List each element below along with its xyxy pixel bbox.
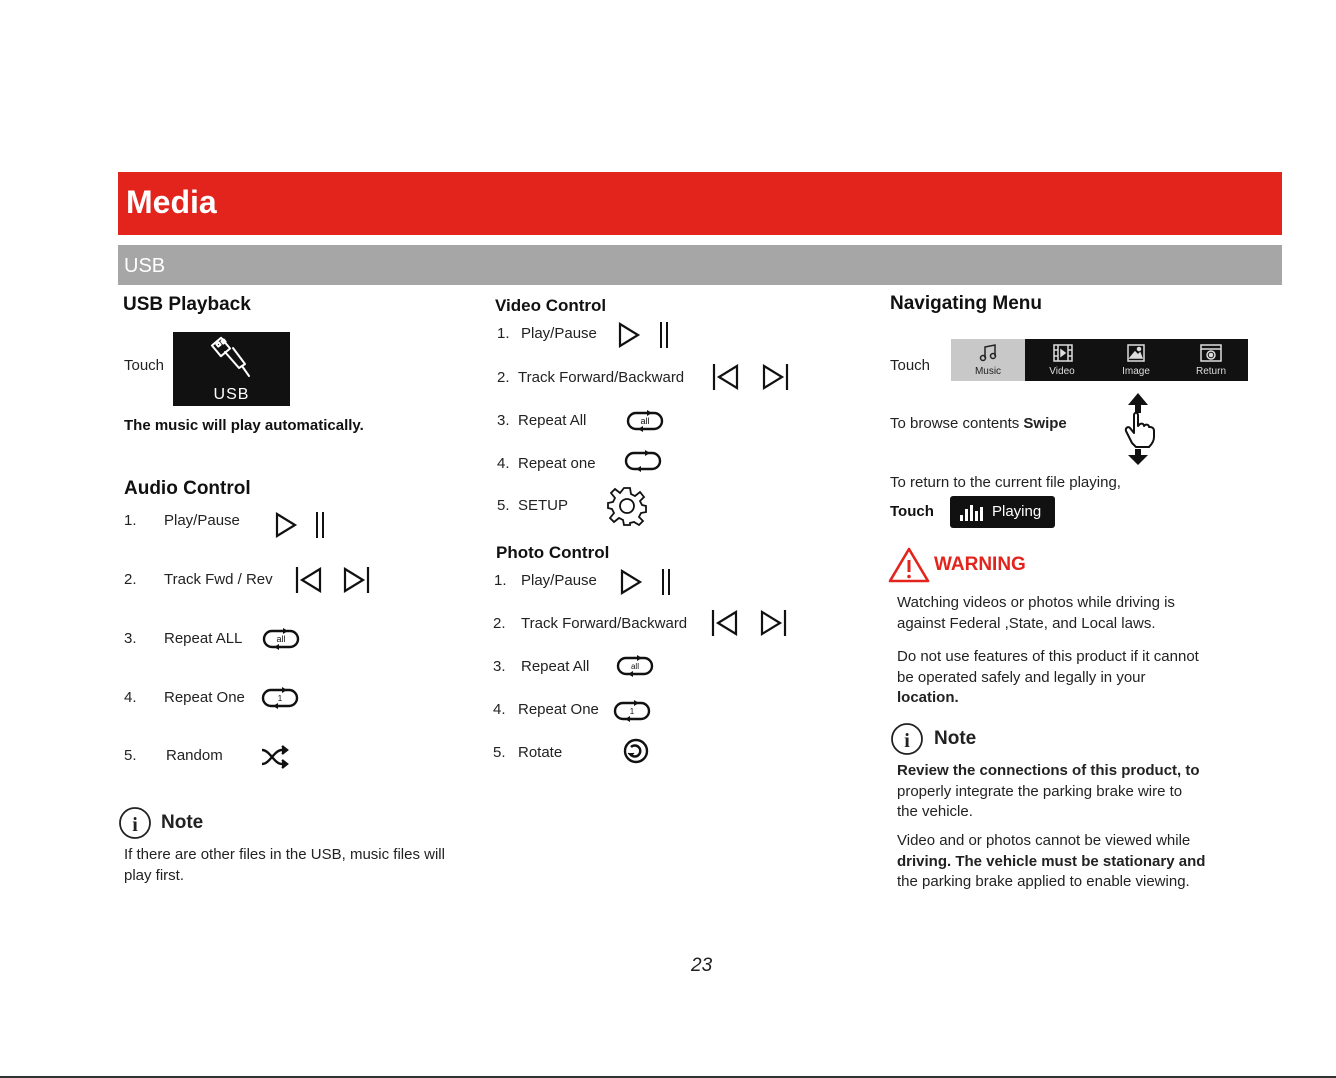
right-note-line: properly integrate the parking brake wire to — [897, 782, 1183, 800]
svg-text:1: 1 — [629, 707, 635, 716]
now-playing-button[interactable] — [950, 496, 1055, 528]
nav-item-image[interactable] — [1099, 339, 1173, 381]
film-icon — [1053, 344, 1073, 362]
warning-paragraph-2-line: Do not use features of this product if it cannot — [897, 648, 1199, 665]
playing-touch-label: Touch — [890, 503, 934, 520]
audio-item-label: Play/Pause — [164, 512, 240, 529]
repeat-one-icon — [623, 449, 663, 473]
photo-control-heading: Photo Control — [496, 543, 610, 562]
subsection-banner — [118, 245, 1282, 285]
warning-paragraph-2-line: be operated safely and legally in your — [897, 668, 1146, 686]
right-note-paragraph-2 — [897, 831, 1242, 893]
track-forward-icon — [758, 608, 788, 638]
video-control-heading: Video Control — [495, 296, 607, 315]
svg-text:all: all — [640, 416, 650, 426]
subsection-title: USB — [124, 255, 166, 277]
nav-item-music[interactable] — [951, 339, 1025, 381]
audio-item-label: Track Fwd / Rev — [164, 571, 273, 588]
audio-item-number: 2. — [124, 571, 137, 588]
pause-icon — [657, 320, 671, 350]
nav-touch-label: Touch — [890, 357, 931, 374]
photo-item-label: Play/Pause — [521, 572, 597, 589]
video-item-label: Play/Pause — [521, 325, 597, 342]
nav-item-label: Music — [974, 366, 1002, 377]
video-item-label: Repeat one — [518, 455, 596, 472]
usb-plug-icon — [209, 336, 253, 380]
svg-text:i: i — [904, 730, 910, 752]
section-title-banner — [118, 172, 1282, 235]
browse-instruction-bold: Swipe — [1023, 415, 1067, 432]
audio-item-number: 1. — [124, 512, 137, 529]
video-item-label: Track Forward/Backward — [518, 369, 685, 386]
usb-button-label: USB — [213, 386, 250, 403]
repeat-one-icon — [615, 654, 655, 678]
browse-instruction-text: To browse contents — [890, 415, 1024, 432]
photo-item-number: 4. — [493, 701, 506, 718]
section-title: Media — [126, 184, 217, 220]
play-icon — [274, 511, 298, 539]
image-icon — [1127, 344, 1145, 362]
navigating-menu-heading: Navigating Menu — [890, 293, 1043, 314]
nav-item-label: Return — [1195, 366, 1226, 377]
audio-item-number: 3. — [124, 630, 137, 647]
svg-text:i: i — [132, 814, 138, 836]
right-note-paragraph-1 — [897, 761, 1242, 823]
video-item-label: Repeat All — [518, 412, 587, 429]
track-forward-icon — [341, 565, 371, 595]
usb-touch-label: Touch — [124, 357, 165, 374]
photo-item-label: Track Forward/Backward — [521, 615, 688, 632]
left-note-title: Note — [161, 812, 204, 833]
return-instruction: To return to the current file playing, — [890, 474, 1121, 491]
pause-icon — [659, 567, 673, 597]
photo-item-label: Repeat All — [521, 658, 590, 675]
repeat-one-icon — [260, 686, 300, 710]
play-icon — [617, 321, 641, 349]
swipe-gesture-icon — [1118, 393, 1164, 465]
page-number: 23 — [691, 955, 713, 976]
video-item-label: SETUP — [518, 497, 569, 514]
video-item-number: 1. — [497, 325, 510, 342]
video-item-number: 2. — [497, 369, 510, 386]
track-backward-icon — [710, 608, 740, 638]
video-item-number: 4. — [497, 455, 510, 472]
repeat-all-icon — [625, 409, 665, 433]
warning-title: WARNING — [934, 554, 1026, 575]
nav-item-label: Image — [1122, 366, 1150, 377]
warning-triangle-icon — [887, 546, 931, 584]
audio-item-label: Repeat ALL — [164, 630, 243, 647]
info-icon — [118, 806, 152, 840]
photo-item-number: 5. — [493, 744, 506, 761]
right-note-line: the parking brake applied to enable viewing. — [897, 873, 1190, 890]
usb-source-button[interactable] — [173, 332, 290, 406]
shuffle-icon — [260, 745, 290, 769]
media-nav-menu — [951, 339, 1248, 381]
nav-item-return[interactable] — [1174, 339, 1248, 381]
repeat-one-icon — [612, 699, 652, 723]
audio-item-label: Repeat One — [164, 689, 245, 706]
warning-paragraph-2-line: location. — [897, 689, 959, 706]
track-forward-icon — [760, 362, 790, 392]
repeat-all-icon — [261, 627, 301, 651]
pause-icon — [313, 510, 327, 540]
left-note-text: If there are other files in the USB, music files will play first. — [124, 846, 445, 884]
video-item-number: 5. — [497, 497, 510, 514]
warning-paragraph-2 — [897, 647, 1242, 709]
browse-instruction — [890, 415, 1067, 432]
audio-control-heading: Audio Control — [124, 478, 251, 499]
right-note-line: Review the connections of this product, to — [897, 762, 1200, 779]
usb-playback-heading: USB Playback — [123, 294, 251, 315]
photo-item-number: 2. — [493, 615, 506, 632]
right-note-title: Note — [934, 728, 977, 749]
photo-item-label: Rotate — [518, 744, 563, 761]
rotate-icon — [623, 738, 649, 764]
video-item-number: 3. — [497, 412, 510, 429]
nav-item-label: Video — [1049, 366, 1075, 377]
track-backward-icon — [711, 362, 741, 392]
svg-text:all: all — [276, 634, 286, 644]
play-icon — [619, 568, 643, 596]
photo-item-number: 3. — [493, 658, 506, 675]
nav-item-video[interactable] — [1025, 339, 1099, 381]
photo-item-label: Repeat One — [518, 701, 599, 718]
svg-text:1: 1 — [277, 694, 283, 703]
track-backward-icon — [294, 565, 324, 595]
now-playing-label: Playing — [992, 503, 1042, 520]
right-note-line: Video and or photos cannot be viewed while — [897, 832, 1191, 849]
equalizer-icon — [960, 503, 986, 521]
right-note-line: the vehicle. — [897, 803, 973, 820]
photo-item-number: 1. — [494, 572, 507, 589]
info-icon — [890, 722, 924, 756]
audio-item-number: 4. — [124, 689, 137, 706]
svg-text:all: all — [630, 662, 640, 671]
music-note-icon — [978, 343, 998, 363]
return-icon — [1200, 344, 1222, 362]
audio-item-label: Random — [166, 747, 223, 764]
warning-paragraph-1: Watching videos or photos while driving is against Federal ,State, and Local laws. — [897, 594, 1175, 632]
auto-play-text: The music will play automatically. — [124, 417, 364, 434]
audio-item-number: 5. — [124, 747, 137, 764]
right-note-line: driving. The vehicle must be stationary and — [897, 852, 1206, 870]
gear-icon — [606, 485, 648, 527]
